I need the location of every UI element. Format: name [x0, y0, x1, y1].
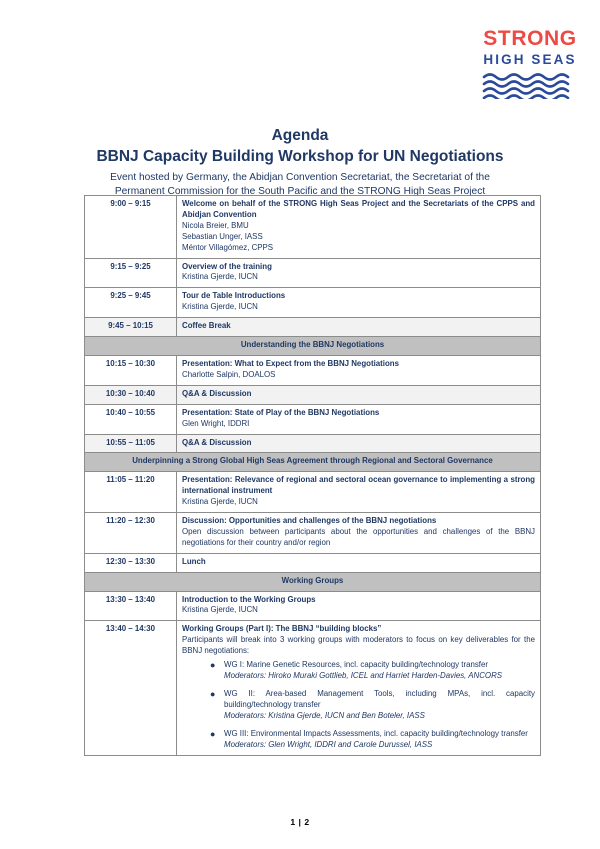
agenda-item-description [177, 258, 541, 288]
agenda-item-time: 13:30 – 13:40 [85, 591, 177, 621]
agenda-section-header-row [85, 572, 541, 591]
page-title: Agenda [271, 127, 329, 144]
agenda-item-row [85, 591, 541, 621]
agenda-item-row [85, 621, 541, 756]
working-group-moderators: Moderators: Hiroko Muraki Gottlieb, ICEL and Harriet Harden-Davies, ANCORS [224, 671, 503, 680]
bullet-dot-icon: ● [210, 660, 216, 671]
agenda-item-body: Participants will break into 3 working groups with moderators to focus on key deliverables for the BBNJ negotiations: [182, 635, 535, 656]
page-title-block [40, 126, 560, 200]
agenda-item-time: 13:40 – 14:30 [85, 621, 177, 756]
page-subtitle: BBNJ Capacity Building Workshop for UN Negotiations [96, 147, 504, 165]
agenda-item-description [177, 434, 541, 453]
agenda-section-header-row [85, 337, 541, 356]
working-group-list-item [210, 660, 535, 682]
agenda-item-description [177, 385, 541, 404]
agenda-item-description [177, 553, 541, 572]
agenda-item-time: 10:55 – 11:05 [85, 434, 177, 453]
agenda-item-title: Q&A & Discussion [182, 437, 252, 447]
agenda-item-speaker: Glen Wright, IDDRI [182, 418, 250, 428]
agenda-item-row [85, 472, 541, 513]
bullet-dot-icon: ● [210, 688, 216, 699]
agenda-item-speaker: Sebastian Unger, IASS [182, 231, 263, 241]
agenda-item-description [177, 472, 541, 513]
agenda-item-row [85, 404, 541, 434]
agenda-item-row [85, 553, 541, 572]
agenda-item-title: Welcome on behalf of the STRONG High Seas Project and the Secretariats of the CPPS and Abidjan Convention [182, 199, 535, 219]
working-group-list-item [210, 728, 535, 751]
agenda-section-header-row [85, 453, 541, 472]
agenda-item-row [85, 513, 541, 554]
waves-icon [482, 72, 578, 99]
working-group-list [182, 660, 535, 750]
agenda-item-time: 11:05 – 11:20 [85, 472, 177, 513]
agenda-item-row [85, 318, 541, 337]
agenda-item-time: 10:40 – 10:55 [85, 404, 177, 434]
agenda-item-speaker: Kristina Gjerde, IUCN [182, 272, 258, 282]
agenda-item-title: Presentation: Relevance of regional and sectoral ocean governance to implementing a strong international instrument [182, 475, 535, 496]
agenda-item-description [177, 513, 541, 554]
agenda-item-description [177, 288, 541, 318]
logo-text-high-seas: HIGH SEAS [483, 52, 577, 67]
hosted-by-line-1: Event hosted by Germany, the Abidjan Convention Secretariat, the Secretariat of the [110, 171, 490, 183]
agenda-item-title: Introduction to the Working Groups [182, 594, 316, 604]
agenda-item-title: Discussion: Opportunities and challenges of the BBNJ negotiations [182, 516, 437, 526]
agenda-item-time: 9:00 – 9:15 [85, 196, 177, 259]
agenda-item-time: 12:30 – 13:30 [85, 553, 177, 572]
agenda-item-description [177, 591, 541, 621]
agenda-item-row [85, 385, 541, 404]
agenda-item-row [85, 258, 541, 288]
agenda-item-speaker: Nicola Breier, BMU [182, 220, 249, 230]
agenda-item-speaker: Kristina Gjerde, IUCN [182, 302, 258, 312]
agenda-item-time: 10:30 – 10:40 [85, 385, 177, 404]
agenda-item-title: Q&A & Discussion [182, 388, 252, 398]
agenda-section-header-label: Working Groups [85, 572, 541, 591]
working-group-moderators: Moderators: Glen Wright, IDDRI and Carole Durussel, IASS [224, 739, 433, 749]
agenda-item-time: 10:15 – 10:30 [85, 355, 177, 385]
agenda-item-description [177, 621, 541, 756]
working-group-list-item [210, 688, 535, 722]
agenda-table-body [85, 196, 541, 756]
agenda-item-description [177, 355, 541, 385]
agenda-item-description [177, 404, 541, 434]
working-group-text: WG I: Marine Genetic Resources, incl. capacity building/technology transfer [224, 660, 489, 670]
agenda-item-time: 9:25 – 9:45 [85, 288, 177, 318]
agenda-item-title: Overview of the training [182, 261, 272, 271]
agenda-table [84, 195, 541, 756]
hosted-by-line-2: Permanent Commission for the South Pacific and the STRONG High Seas Project [114, 186, 486, 198]
agenda-item-speaker: Charlotte Salpin, DOALOS [182, 369, 276, 379]
agenda-item-row [85, 434, 541, 453]
agenda-item-title: Tour de Table Introductions [182, 291, 286, 301]
agenda-item-title: Working Groups (Part I): The BBNJ “building blocks” [182, 624, 382, 634]
agenda-item-speaker: Kristina Gjerde, IUCN [182, 497, 258, 507]
agenda-item-description [177, 318, 541, 337]
agenda-section-header-label: Understanding the BBNJ Negotiations [85, 337, 541, 356]
agenda-item-speaker: Méntor Villagómez, CPPS [182, 242, 274, 252]
bullet-dot-icon: ● [210, 728, 216, 739]
agenda-item-title: Lunch [182, 556, 206, 566]
strong-high-seas-logo [482, 28, 578, 99]
page-number-footer: 1 | 2 [290, 817, 310, 827]
agenda-item-body: Open discussion between participants about the opportunities and challenges of the BBNJ negotiations for their country and/or region [182, 526, 535, 547]
agenda-item-title: Presentation: State of Play of the BBNJ Negotiations [182, 407, 380, 417]
agenda-item-title: Coffee Break [182, 321, 231, 331]
agenda-item-time: 9:15 – 9:25 [85, 258, 177, 288]
logo-text-strong: STRONG [483, 27, 577, 50]
agenda-item-time: 9:45 – 10:15 [85, 318, 177, 337]
agenda-item-title: Presentation: What to Expect from the BBNJ Negotiations [182, 358, 400, 368]
agenda-item-time: 11:20 – 12:30 [85, 513, 177, 554]
agenda-item-speaker: Kristina Gjerde, IUCN [182, 605, 258, 615]
working-group-text: WG II: Area-based Management Tools, including MPAs, incl. capacity building/technology transfer [224, 688, 535, 709]
working-group-moderators: Moderators: Kristina Gjerde, IUCN and Ben Boteler, IASS [224, 710, 425, 720]
agenda-item-description [177, 196, 541, 259]
agenda-item-row [85, 288, 541, 318]
agenda-item-row [85, 355, 541, 385]
working-group-text: WG III: Environmental Impacts Assessments, incl. capacity building/technology transfer [224, 728, 528, 738]
agenda-item-row [85, 196, 541, 259]
agenda-section-header-label: Underpinning a Strong Global High Seas Agreement through Regional and Sectoral Governance [85, 453, 541, 472]
